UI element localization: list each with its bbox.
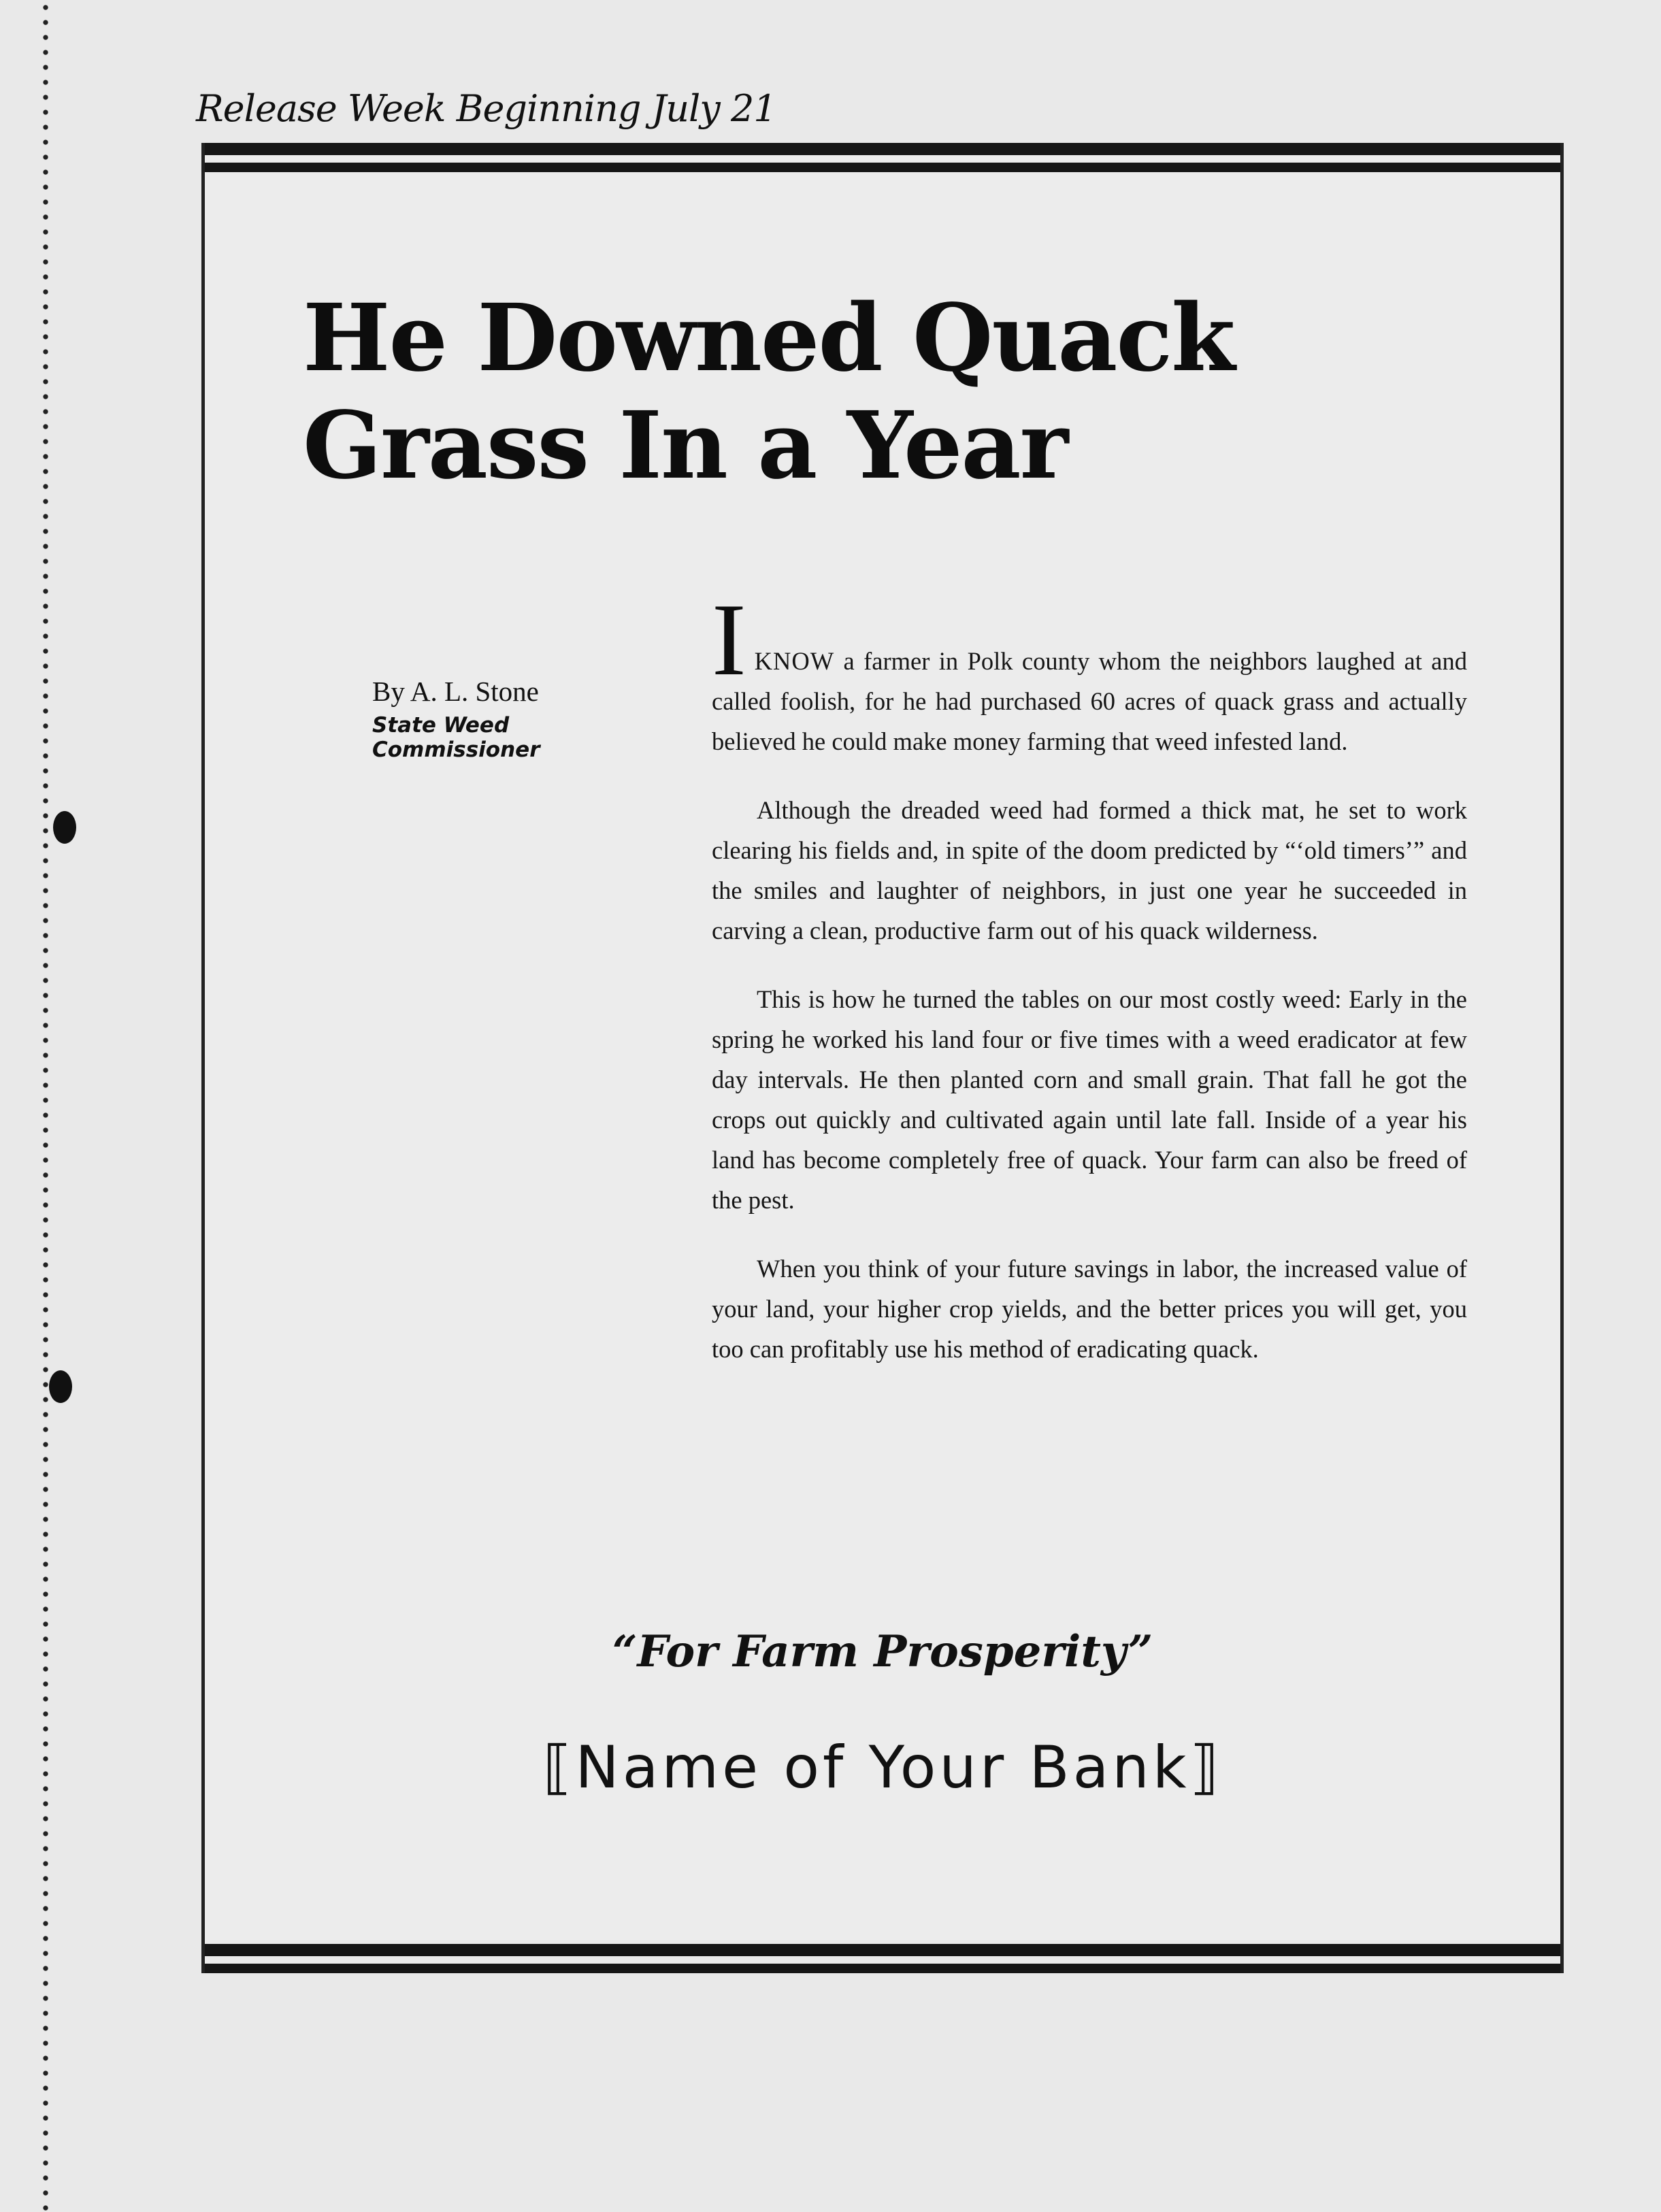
byline <box>372 675 658 762</box>
byline-title-line-2: Commissioner <box>372 738 540 762</box>
article-paragraph-2: Although the dreaded weed had formed a thick mat, he set to work clearing his fields and, in spite of the doom predicted by “‘old timers’” and the smiles and laughter of neighbors, in just one year he succeeded in carving a clean, productive farm out of his quack wilderness. <box>712 796 1467 944</box>
advertisement-frame <box>201 143 1564 1973</box>
article-paragraph-1 <box>712 582 1467 761</box>
top-border-rules <box>205 143 1560 172</box>
byline-title-line-1: State Weed <box>372 713 510 738</box>
article-paragraph-3: This is how he turned the tables on our most costly weed: Early in the spring he worked his land four or five times with a weed eradicator at few day intervals. He then planted corn and small grain. That fall he got the crops out quickly and cultivated again until late fall. Inside of a year his land has become completely free of quack. Your farm can also be freed of the pest. <box>712 985 1467 1214</box>
headline-line-1: He Downed Quack <box>303 284 1234 393</box>
paragraph-1-text: a farmer in Polk county whom the neighbors laughed at and called foolish, for he had purchased 60 acres of quack grass and actually believed he could make money farming that weed infested land. <box>712 647 1467 755</box>
byline-title <box>372 713 658 762</box>
bank-name-placeholder: ⟦Name of Your Bank⟧ <box>542 1734 1223 1802</box>
article-paragraph-4: When you think of your future savings in labor, the increased value of your land, your higher crop yields, and the better prices you will get, you too can profitably use his method of eradicating quack. <box>712 1255 1467 1363</box>
release-date-line: Release Week Beginning July 21 <box>196 87 776 130</box>
bottom-border-rules <box>205 1944 1560 1973</box>
drop-cap: I <box>712 582 746 697</box>
binding-perforation <box>41 0 50 2212</box>
byline-author: By A. L. Stone <box>372 676 539 707</box>
article-body <box>712 582 1467 1398</box>
lead-in-word: KNOW <box>754 647 835 675</box>
headline <box>303 284 1234 499</box>
slogan: “For Farm Prosperity” <box>612 1626 1153 1677</box>
binding-hole-top <box>53 811 76 844</box>
binding-hole-bottom <box>49 1370 72 1403</box>
headline-line-2: Grass In a Year <box>303 391 1068 500</box>
